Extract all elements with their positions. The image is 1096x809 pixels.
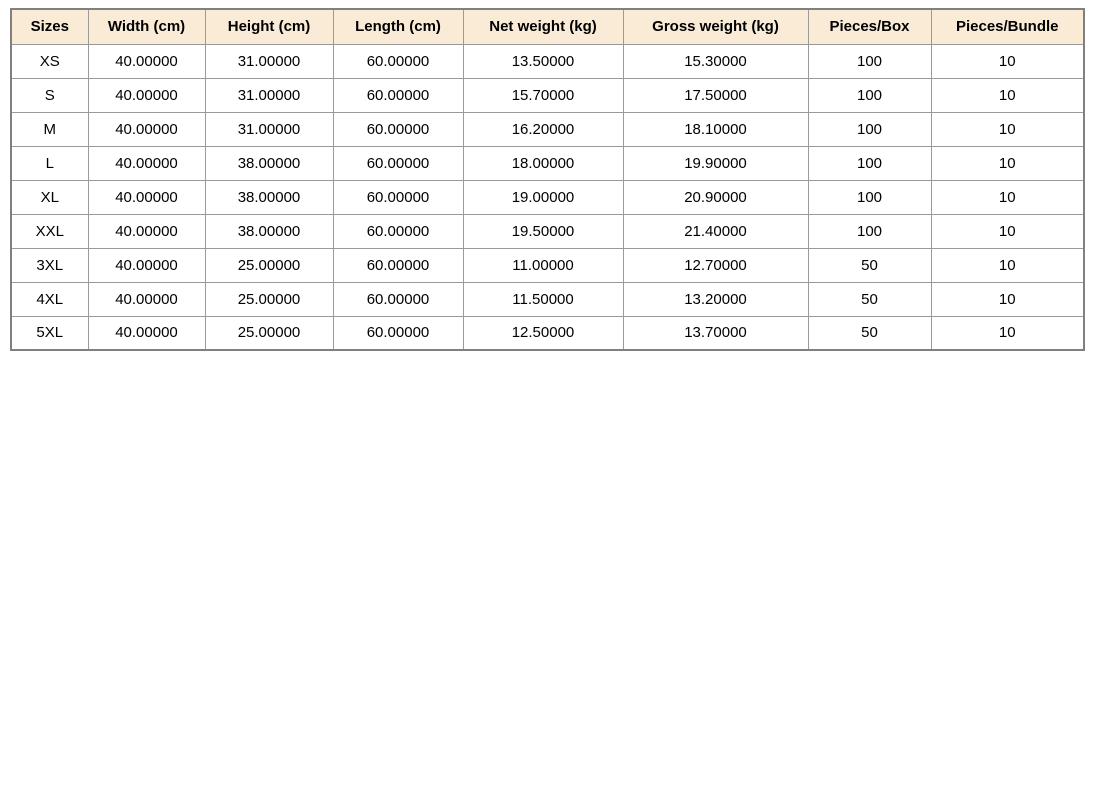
net-weight-cell: 16.20000 <box>463 112 623 146</box>
size-chart-table <box>10 8 1085 351</box>
net-weight-cell: 11.00000 <box>463 248 623 282</box>
gross-weight-cell: 17.50000 <box>623 78 808 112</box>
pieces-box-cell: 50 <box>808 316 931 350</box>
column-header-length: Length (cm) <box>333 9 463 44</box>
column-header-height: Height (cm) <box>205 9 333 44</box>
pieces-box-cell: 100 <box>808 146 931 180</box>
net-weight-cell: 11.50000 <box>463 282 623 316</box>
gross-weight-cell: 18.10000 <box>623 112 808 146</box>
pieces-bundle-cell: 10 <box>931 214 1084 248</box>
gross-weight-cell: 20.90000 <box>623 180 808 214</box>
gross-weight-cell: 13.70000 <box>623 316 808 350</box>
pieces-box-cell: 100 <box>808 44 931 78</box>
table-row-4xl <box>11 282 1084 316</box>
pieces-bundle-cell: 10 <box>931 44 1084 78</box>
column-header-pieces-box: Pieces/Box <box>808 9 931 44</box>
net-weight-cell: 13.50000 <box>463 44 623 78</box>
length-cell: 60.00000 <box>333 316 463 350</box>
table-row-s <box>11 78 1084 112</box>
table-body <box>11 44 1084 350</box>
pieces-bundle-cell: 10 <box>931 112 1084 146</box>
pieces-bundle-cell: 10 <box>931 316 1084 350</box>
pieces-box-cell: 100 <box>808 180 931 214</box>
length-cell: 60.00000 <box>333 146 463 180</box>
length-cell: 60.00000 <box>333 180 463 214</box>
length-cell: 60.00000 <box>333 78 463 112</box>
table-row-xl <box>11 180 1084 214</box>
column-header-gross-weight: Gross weight (kg) <box>623 9 808 44</box>
net-weight-cell: 19.00000 <box>463 180 623 214</box>
table-row-5xl <box>11 316 1084 350</box>
width-cell: 40.00000 <box>88 180 205 214</box>
height-cell: 31.00000 <box>205 78 333 112</box>
height-cell: 31.00000 <box>205 44 333 78</box>
pieces-box-cell: 50 <box>808 282 931 316</box>
gross-weight-cell: 12.70000 <box>623 248 808 282</box>
width-cell: 40.00000 <box>88 282 205 316</box>
width-cell: 40.00000 <box>88 146 205 180</box>
size-cell: XS <box>11 44 88 78</box>
length-cell: 60.00000 <box>333 44 463 78</box>
pieces-bundle-cell: 10 <box>931 248 1084 282</box>
net-weight-cell: 15.70000 <box>463 78 623 112</box>
height-cell: 25.00000 <box>205 316 333 350</box>
table-row-3xl <box>11 248 1084 282</box>
table-row-l <box>11 146 1084 180</box>
width-cell: 40.00000 <box>88 112 205 146</box>
size-cell: M <box>11 112 88 146</box>
height-cell: 38.00000 <box>205 214 333 248</box>
pieces-box-cell: 100 <box>808 214 931 248</box>
table-row-xxl <box>11 214 1084 248</box>
length-cell: 60.00000 <box>333 214 463 248</box>
pieces-box-cell: 50 <box>808 248 931 282</box>
width-cell: 40.00000 <box>88 44 205 78</box>
height-cell: 31.00000 <box>205 112 333 146</box>
pieces-box-cell: 100 <box>808 78 931 112</box>
length-cell: 60.00000 <box>333 282 463 316</box>
size-cell: L <box>11 146 88 180</box>
height-cell: 38.00000 <box>205 180 333 214</box>
length-cell: 60.00000 <box>333 112 463 146</box>
height-cell: 25.00000 <box>205 248 333 282</box>
column-header-pieces-bundle: Pieces/Bundle <box>931 9 1084 44</box>
net-weight-cell: 19.50000 <box>463 214 623 248</box>
column-header-net-weight: Net weight (kg) <box>463 9 623 44</box>
column-header-width: Width (cm) <box>88 9 205 44</box>
table-row-xs <box>11 44 1084 78</box>
size-cell: 3XL <box>11 248 88 282</box>
size-cell: S <box>11 78 88 112</box>
pieces-bundle-cell: 10 <box>931 78 1084 112</box>
pieces-bundle-cell: 10 <box>931 146 1084 180</box>
size-cell: XL <box>11 180 88 214</box>
net-weight-cell: 18.00000 <box>463 146 623 180</box>
net-weight-cell: 12.50000 <box>463 316 623 350</box>
table-row-m <box>11 112 1084 146</box>
width-cell: 40.00000 <box>88 316 205 350</box>
length-cell: 60.00000 <box>333 248 463 282</box>
height-cell: 25.00000 <box>205 282 333 316</box>
header-row <box>11 9 1084 44</box>
height-cell: 38.00000 <box>205 146 333 180</box>
size-cell: XXL <box>11 214 88 248</box>
gross-weight-cell: 15.30000 <box>623 44 808 78</box>
size-cell: 4XL <box>11 282 88 316</box>
pieces-box-cell: 100 <box>808 112 931 146</box>
gross-weight-cell: 19.90000 <box>623 146 808 180</box>
pieces-bundle-cell: 10 <box>931 282 1084 316</box>
width-cell: 40.00000 <box>88 248 205 282</box>
gross-weight-cell: 21.40000 <box>623 214 808 248</box>
pieces-bundle-cell: 10 <box>931 180 1084 214</box>
width-cell: 40.00000 <box>88 214 205 248</box>
size-cell: 5XL <box>11 316 88 350</box>
width-cell: 40.00000 <box>88 78 205 112</box>
column-header-sizes: Sizes <box>11 9 88 44</box>
gross-weight-cell: 13.20000 <box>623 282 808 316</box>
